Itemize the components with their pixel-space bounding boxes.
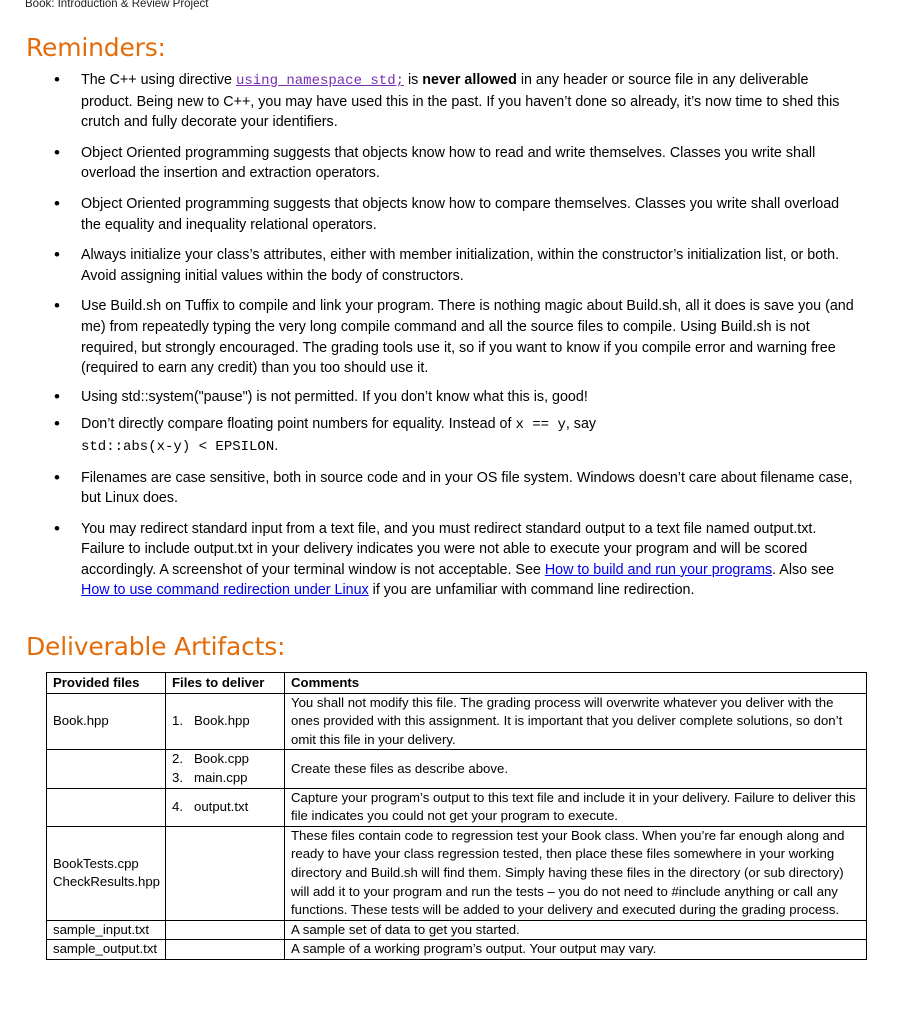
- table-row: [47, 788, 867, 826]
- provided-file-cell: [47, 788, 166, 826]
- table-row: [47, 826, 867, 920]
- deliver-file-cell: [166, 920, 285, 940]
- provided-file-cell: sample_input.txt: [47, 920, 166, 940]
- table-row: [47, 940, 867, 960]
- code-snippet: using namespace std;: [235, 73, 404, 89]
- deliver-file-cell: 2. Book.cpp 3. main.cpp: [166, 750, 285, 788]
- provided-file-cell: Book.hpp: [47, 693, 166, 750]
- table-header-row: [47, 673, 867, 694]
- reminder-item: • Always initialize your class’s attributes, either with member initialization, within the constructor’s initialization list, or both. Avoid assigning initial values within the body of constructors.: [54, 245, 854, 286]
- deliverables-table: [46, 672, 867, 960]
- document-header: Book: Introduction & Review Project: [25, 0, 209, 10]
- code-snippet: x == y: [515, 417, 566, 434]
- reminder-item: • Use Build.sh on Tuffix to compile and link your program. There is nothing magic about Build.sh, all it does is save you (and me) from repeatedly typing the very long compile command and all the source files to compile. Using Build.sh is not required, but strongly encouraged. The grading tools use it, so if you want to know if you compile error and warning free (required to earn any credit) than you too should use it.: [54, 296, 854, 378]
- column-header: Comments: [285, 673, 867, 694]
- comment-cell: Capture your program’s output to this text file and include it in your delivery. Failure to deliver this file indicates you could not get your program to execute.: [285, 788, 867, 826]
- table-row: [47, 750, 867, 788]
- provided-file-cell: BookTests.cpp CheckResults.hpp: [47, 826, 166, 920]
- provided-file-cell: sample_output.txt: [47, 940, 166, 960]
- deliver-file-cell: 1. Book.hpp: [166, 693, 285, 750]
- comment-cell: Create these files as describe above.: [285, 750, 867, 788]
- column-header: Provided files: [47, 673, 166, 694]
- reminders-list: [54, 70, 854, 601]
- reminder-item: • Filenames are case sensitive, both in source code and in your OS file system. Windows doesn’t care about filename case, but Linux does.: [54, 468, 854, 509]
- deliver-file-cell: [166, 826, 285, 920]
- comment-cell: A sample set of data to get you started.: [285, 920, 867, 940]
- reminder-item: • Object Oriented programming suggests that objects know how to compare themselves. Classes you write shall overload the equality and inequality relational operators.: [54, 194, 854, 235]
- table-row: [47, 920, 867, 940]
- command-redirection-link[interactable]: How to use command redirection under Linux: [81, 582, 369, 599]
- deliver-file-cell: 4. output.txt: [166, 788, 285, 826]
- comment-cell: You shall not modify this file. The grading process will overwrite whatever you deliver with the ones provided with this assignment. It is important that you deliver complete solutions, so don’t omit this file in your delivery.: [285, 693, 867, 750]
- code-snippet: std::abs(x-y) < EPSILON: [81, 438, 275, 455]
- column-header: Files to deliver: [166, 673, 285, 694]
- comment-cell: These files contain code to regression test your Book class. When you’re far enough along and ready to have your class regression tested, then place these files somewhere in your working directory and Build.sh will find them. Simply having these files in the directory (or sub directory) will add it to your program and run the tests – you do not need to #include anything or call any functions. These tests will be added to your delivery and executed during the grading process.: [285, 826, 867, 920]
- deliverables-heading: Deliverable Artifacts:: [26, 632, 286, 661]
- reminders-heading: Reminders:: [26, 33, 166, 62]
- comment-cell: A sample of a working program’s output. Your output may vary.: [285, 940, 867, 960]
- reminder-item: • Object Oriented programming suggests that objects know how to read and write themselves. Classes you write shall overload the insertion and extraction operators.: [54, 143, 854, 184]
- reminder-item: • You may redirect standard input from a text file, and you must redirect standard output to a text file named output.txt. Failure to include output.txt in your delivery indicates you were not able to execute your program and will be scored accordingly. A screenshot of your terminal window is not acceptable. See How to build and run your programs. Also see How to use command redirection under Linux if you are unfamiliar with command line redirection.: [54, 519, 854, 601]
- reminder-item: • Using std::system("pause") is not permitted. If you don’t know what this is, good!: [54, 387, 854, 408]
- reminder-item: • The C++ using directive using namespace std; is never allowed in any header or source file in any deliverable product. Being new to C++, you may have used this in the past. If you haven’t done so already, it’s now time to shed this crutch and fully decorate your identifiers.: [54, 70, 854, 133]
- reminder-item: • Don’t directly compare floating point numbers for equality. Instead of x == y, say std::abs(x-y) < EPSILON.: [54, 414, 854, 457]
- how-to-build-link[interactable]: How to build and run your programs: [544, 561, 773, 578]
- table-row: [47, 693, 867, 750]
- provided-file-cell: [47, 750, 166, 788]
- deliver-file-cell: [166, 940, 285, 960]
